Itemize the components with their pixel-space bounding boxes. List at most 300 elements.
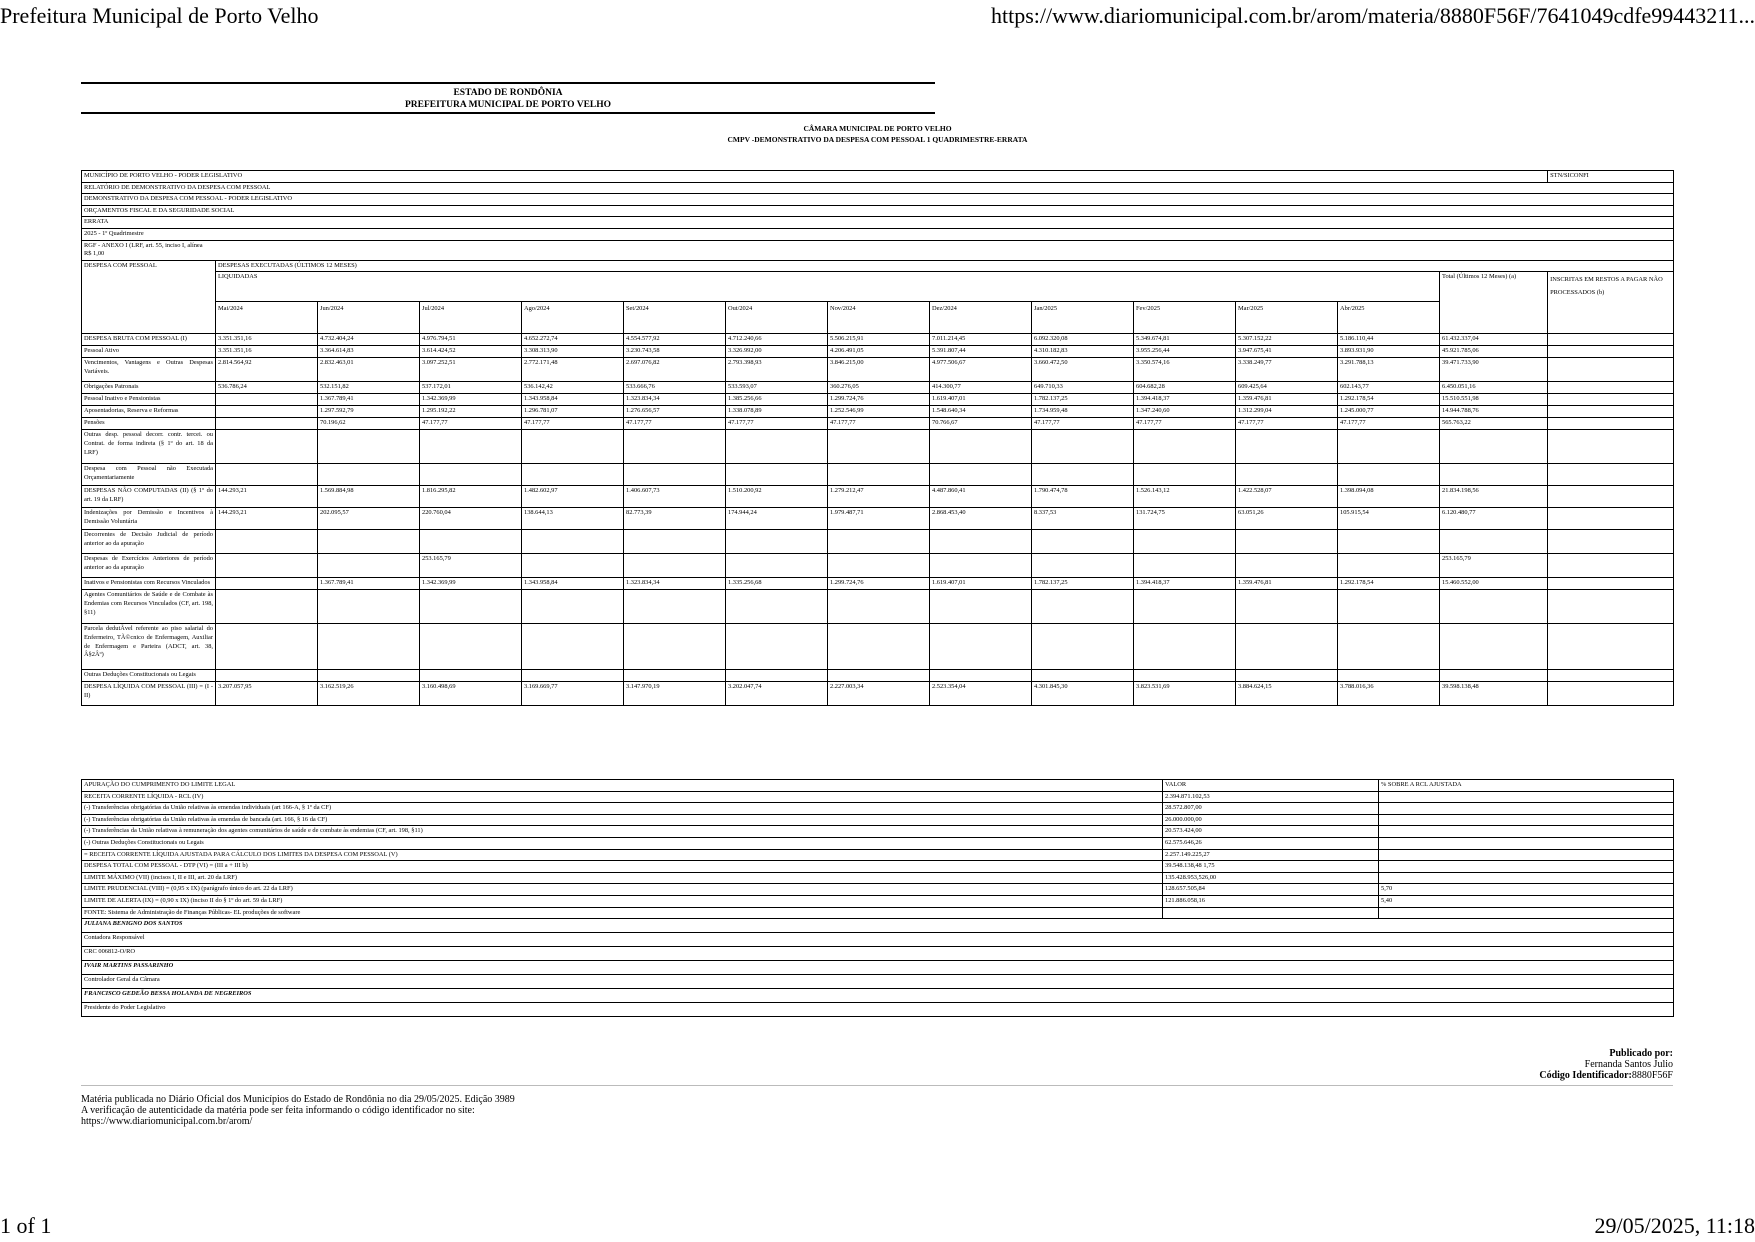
- value-cell: [1548, 430, 1674, 464]
- value-cell: [216, 590, 318, 624]
- apuracao-row: [82, 814, 1674, 826]
- value-cell: 537.172,01: [420, 382, 522, 394]
- value-cell: [930, 624, 1032, 670]
- value-cell: 15.460.552,00: [1440, 578, 1548, 590]
- value-cell: 1.734.959,48: [1032, 406, 1134, 418]
- value-cell: [1032, 430, 1134, 464]
- value-cell: 1.367.789,41: [318, 578, 420, 590]
- value-cell: [624, 554, 726, 578]
- apuracao-label: (-) Transferências obrigatórias da União relativas às emendas de bancada (art. 166, § 16 da CF): [82, 814, 1163, 826]
- apuracao-valor: [1163, 907, 1379, 919]
- value-cell: 1.312.299,04: [1236, 406, 1338, 418]
- value-cell: [1236, 590, 1338, 624]
- value-cell: 1.526.143,12: [1134, 486, 1236, 508]
- apuracao-row: [82, 837, 1674, 849]
- errata-cell: ERRATA: [82, 217, 1674, 229]
- value-cell: [828, 670, 930, 682]
- value-cell: 1.422.528,07: [1236, 486, 1338, 508]
- published-by: Fernanda Santos Julio: [1584, 1059, 1673, 1070]
- page-count: 1 of 1: [0, 1213, 52, 1238]
- apuracao-valor: 26.000.000,00: [1163, 814, 1379, 826]
- value-cell: 1.782.137,25: [1032, 394, 1134, 406]
- value-cell: 47.177,77: [1338, 418, 1440, 430]
- value-cell: [1338, 430, 1440, 464]
- apuracao-valor: 135.428.953,526,00: [1163, 872, 1379, 884]
- apuracao-pct: [1379, 791, 1674, 803]
- value-cell: 144.293,21: [216, 486, 318, 508]
- value-cell: [216, 418, 318, 430]
- value-cell: [1338, 464, 1440, 486]
- value-cell: 253.165,79: [420, 554, 522, 578]
- value-cell: [318, 530, 420, 554]
- value-cell: 3.338.249,77: [1236, 358, 1338, 382]
- value-cell: [1134, 624, 1236, 670]
- value-cell: [624, 530, 726, 554]
- value-cell: 1.398.094,08: [1338, 486, 1440, 508]
- value-cell: 3.955.256,44: [1134, 346, 1236, 358]
- report-info-row: [82, 205, 1674, 217]
- demonstrativo-cell: DEMONSTRATIVO DA DESPESA COM PESSOAL - PODER LEGISLATIVO: [82, 194, 1674, 206]
- apuracao-pct-header: % SOBRE A RCL AJUSTADA: [1379, 780, 1674, 792]
- apuracao-label: (-) Transferências da União relativas à remuneração dos agentes comunitários de saúde e de combate às endemias (CF, art. 198, §11): [82, 826, 1163, 838]
- value-cell: 1.276.656,57: [624, 406, 726, 418]
- value-cell: 1.979.487,71: [828, 508, 930, 530]
- value-cell: 3.160.498,69: [420, 682, 522, 706]
- print-datetime: 29/05/2025, 11:18: [1594, 1213, 1755, 1238]
- value-cell: 220.760,04: [420, 508, 522, 530]
- row-label: Despesa com Pessoal não Executada Orçamentariamente: [82, 464, 216, 486]
- expense-row: [82, 486, 1674, 508]
- value-cell: [624, 430, 726, 464]
- value-cell: 105.915,54: [1338, 508, 1440, 530]
- row-label: Pensões: [82, 418, 216, 430]
- value-cell: [216, 670, 318, 682]
- value-cell: [828, 554, 930, 578]
- value-cell: [216, 394, 318, 406]
- value-cell: 2.697.076,82: [624, 358, 726, 382]
- value-cell: 82.773,39: [624, 508, 726, 530]
- apuracao-row: [82, 872, 1674, 884]
- code-label: Código Identificador:: [1539, 1070, 1632, 1081]
- signature-role: Presidente do Poder Legislativo: [82, 1003, 1674, 1017]
- value-cell: [1548, 554, 1674, 578]
- expense-row: [82, 590, 1674, 624]
- value-cell: [1134, 464, 1236, 486]
- apuracao-row: [82, 803, 1674, 815]
- value-cell: [216, 430, 318, 464]
- value-cell: 3.788.016,36: [1338, 682, 1440, 706]
- liquidadas-header: LIQUIDADAS: [216, 272, 1440, 302]
- executadas-header: DESPESAS EXECUTADAS (ÚLTIMOS 12 MESES): [216, 260, 1674, 272]
- value-cell: 1.347.240,60: [1134, 406, 1236, 418]
- apuracao-pct: [1379, 849, 1674, 861]
- value-cell: 3.947.675,41: [1236, 346, 1338, 358]
- value-cell: 131.724,75: [1134, 508, 1236, 530]
- camara-name: CÂMARA MUNICIPAL DE PORTO VELHO: [803, 124, 952, 133]
- row-label: Pessoal Inativo e Pensionistas: [82, 394, 216, 406]
- value-cell: [318, 670, 420, 682]
- value-cell: [1440, 670, 1548, 682]
- value-cell: 1.343.958,84: [522, 394, 624, 406]
- publication-note: [81, 1094, 515, 1127]
- value-cell: [1236, 530, 1338, 554]
- value-cell: [318, 554, 420, 578]
- value-cell: 1.619.407,01: [930, 394, 1032, 406]
- value-cell: [1338, 590, 1440, 624]
- rgf-line: RGF - ANEXO I (LRF, art. 55, inciso I, alínea: [84, 241, 203, 249]
- value-cell: 4.301.845,30: [1032, 682, 1134, 706]
- value-cell: [828, 464, 930, 486]
- month-header: Jan/2025: [1032, 302, 1134, 334]
- months-header-row: [82, 302, 1674, 334]
- row-label: Vencimentos, Vantagens e Outras Despesas Variáveis.: [82, 358, 216, 382]
- value-cell: [930, 554, 1032, 578]
- value-cell: [420, 624, 522, 670]
- row-label: Pessoal Ativo: [82, 346, 216, 358]
- state-name: ESTADO DE RONDÔNIA: [453, 88, 563, 98]
- value-cell: 1.619.407,01: [930, 578, 1032, 590]
- month-header: Out/2024: [726, 302, 828, 334]
- value-cell: 1.359.476,81: [1236, 394, 1338, 406]
- value-cell: 6.092.320,08: [1032, 334, 1134, 346]
- value-cell: [318, 464, 420, 486]
- value-cell: 47.177,77: [1032, 418, 1134, 430]
- value-cell: [1134, 430, 1236, 464]
- expense-table: [81, 170, 1674, 706]
- value-cell: 47.177,77: [1236, 418, 1338, 430]
- value-cell: [216, 530, 318, 554]
- report-info-row: [82, 217, 1674, 229]
- value-cell: [930, 530, 1032, 554]
- value-cell: 414.300,77: [930, 382, 1032, 394]
- value-cell: [726, 464, 828, 486]
- value-cell: 5.349.674,81: [1134, 334, 1236, 346]
- month-header: Mar/2025: [1236, 302, 1338, 334]
- value-cell: [522, 430, 624, 464]
- expense-row: [82, 624, 1674, 670]
- value-cell: 533.593,07: [726, 382, 828, 394]
- value-cell: [1548, 578, 1674, 590]
- value-cell: 1.323.834,34: [624, 578, 726, 590]
- value-cell: [522, 554, 624, 578]
- value-cell: [1548, 486, 1674, 508]
- value-cell: 1.569.884,98: [318, 486, 420, 508]
- stn-cell: STN/SICONFI: [1548, 171, 1674, 183]
- expense-row: [82, 382, 1674, 394]
- value-cell: [828, 624, 930, 670]
- value-cell: [522, 530, 624, 554]
- value-cell: [1338, 670, 1440, 682]
- row-label: Inativos e Pensionistas com Recursos Vinculados: [82, 578, 216, 590]
- value-cell: 7.011.214,45: [930, 334, 1032, 346]
- divider: [81, 1085, 1673, 1086]
- value-cell: 532.151,82: [318, 382, 420, 394]
- value-cell: [1440, 624, 1548, 670]
- value-cell: 1.338.078,89: [726, 406, 828, 418]
- value-cell: 47.177,77: [624, 418, 726, 430]
- value-cell: 3.351.351,16: [216, 334, 318, 346]
- apuracao-pct: [1379, 814, 1674, 826]
- value-cell: 1.782.137,25: [1032, 578, 1134, 590]
- month-header: Jun/2024: [318, 302, 420, 334]
- value-cell: 1.385.256,66: [726, 394, 828, 406]
- value-cell: 3.884.624,15: [1236, 682, 1338, 706]
- value-cell: [216, 624, 318, 670]
- value-cell: 1.790.474,78: [1032, 486, 1134, 508]
- value-cell: [1032, 464, 1134, 486]
- signature-name: JULIANA BENIGNO DOS SANTOS: [82, 919, 1674, 933]
- row-label: Parcela dedutÃvel referente ao piso salarial do Enfermeiro, TÃ©cnico de Enfermagem, Auxiliar de Enfermagem e Parteira (ADCT, art. 38, Â§2Âº): [82, 624, 216, 670]
- value-cell: 144.293,21: [216, 508, 318, 530]
- value-cell: [216, 578, 318, 590]
- row-label: DESPESA BRUTA COM PESSOAL (I): [82, 334, 216, 346]
- value-cell: [726, 670, 828, 682]
- apuracao-valor: 20.573.424,00: [1163, 826, 1379, 838]
- value-cell: 4.732.404,24: [318, 334, 420, 346]
- value-cell: [420, 670, 522, 682]
- apuracao-label: (-) Transferências obrigatórias da União relativas às emendas individuais (art 166-A, § 1º da CF): [82, 803, 1163, 815]
- identifier-code: 8880F56F: [1631, 1070, 1673, 1081]
- row-label: Aposentadorias, Reserva e Reformas: [82, 406, 216, 418]
- expense-row: [82, 578, 1674, 590]
- value-cell: [420, 530, 522, 554]
- total-header: Total (Últimos 12 Meses) (a): [1440, 272, 1548, 334]
- value-cell: [216, 464, 318, 486]
- value-cell: [1236, 554, 1338, 578]
- note-line: A verificação de autenticidade da matéria pode ser feita informando o código identificador no site:: [81, 1105, 475, 1116]
- report-subtitle: CMPV -DEMONSTRATIVO DA DESPESA COM PESSOAL 1 QUADRIMESTRE-ERRATA: [727, 135, 1028, 144]
- currency-line: R$ 1,00: [84, 250, 105, 258]
- value-cell: [1548, 464, 1674, 486]
- value-cell: 3.823.531,69: [1134, 682, 1236, 706]
- value-cell: 174.944,24: [726, 508, 828, 530]
- signature-row: [82, 961, 1674, 975]
- signature-role: Controlador Geral da Câmara: [82, 975, 1674, 989]
- value-cell: 5.506.215,91: [828, 334, 930, 346]
- value-cell: 2.832.463,01: [318, 358, 420, 382]
- value-cell: 360.276,05: [828, 382, 930, 394]
- value-cell: 21.834.198,56: [1440, 486, 1548, 508]
- value-cell: 70.766,67: [930, 418, 1032, 430]
- apuracao-pct: [1379, 803, 1674, 815]
- value-cell: 45.921.785,06: [1440, 346, 1548, 358]
- value-cell: [726, 530, 828, 554]
- value-cell: [522, 670, 624, 682]
- value-cell: 649.710,33: [1032, 382, 1134, 394]
- value-cell: 39.471.733,90: [1440, 358, 1548, 382]
- apuracao-label: RECEITA CORRENTE LÍQUIDA - RCL (IV): [82, 791, 1163, 803]
- month-header: Fev/2025: [1134, 302, 1236, 334]
- signature-name: FRANCISCO GEDEÃO BESSA HOLANDA DE NEGREIROS: [82, 989, 1674, 1003]
- value-cell: 3.351.351,16: [216, 346, 318, 358]
- apuracao-row: [82, 895, 1674, 907]
- apuracao-row: [82, 826, 1674, 838]
- report-info-row: [82, 228, 1674, 240]
- expense-row: [82, 334, 1674, 346]
- value-cell: [1440, 530, 1548, 554]
- value-cell: 533.666,76: [624, 382, 726, 394]
- value-cell: 4.554.577,92: [624, 334, 726, 346]
- value-cell: 3.308.313,90: [522, 346, 624, 358]
- expense-row: [82, 418, 1674, 430]
- value-cell: 3.893.931,90: [1338, 346, 1440, 358]
- month-header: Abr/2025: [1338, 302, 1440, 334]
- report-info-row: [82, 194, 1674, 206]
- value-cell: [1548, 530, 1674, 554]
- value-cell: [1548, 590, 1674, 624]
- expense-row: [82, 464, 1674, 486]
- inscritas-header: INSCRITAS EM RESTOS A PAGAR NÃO PROCESSADOS (b): [1548, 272, 1674, 334]
- signature-row: [82, 1003, 1674, 1017]
- apuracao-row: [82, 849, 1674, 861]
- value-cell: 8.337,53: [1032, 508, 1134, 530]
- expense-row: [82, 530, 1674, 554]
- value-cell: 3.364.614,83: [318, 346, 420, 358]
- value-cell: [1548, 624, 1674, 670]
- value-cell: 1.342.369,99: [420, 394, 522, 406]
- value-cell: 1.323.834,34: [624, 394, 726, 406]
- value-cell: 1.342.369,99: [420, 578, 522, 590]
- value-cell: 47.177,77: [828, 418, 930, 430]
- apuracao-label: LIMITE DE ALERTA (IX) = (0,90 x IX) (inciso II do § 1º do art. 59 da LRF): [82, 895, 1163, 907]
- apuracao-valor: 39.548.138,48 1,75: [1163, 861, 1379, 873]
- apuracao-pct: 5,40: [1379, 895, 1674, 907]
- signature-role: Contadora Responsável: [82, 933, 1674, 947]
- apuracao-valor: 2.394.871.102,53: [1163, 791, 1379, 803]
- apuracao-pct: [1379, 826, 1674, 838]
- value-cell: [726, 430, 828, 464]
- value-cell: 536.142,42: [522, 382, 624, 394]
- value-cell: [522, 590, 624, 624]
- value-cell: [1134, 670, 1236, 682]
- apuracao-label: DESPESA TOTAL COM PESSOAL - DTP (VI) = (III a + III b): [82, 861, 1163, 873]
- apuracao-row: [82, 791, 1674, 803]
- value-cell: 3.162.519,26: [318, 682, 420, 706]
- value-cell: 15.510.551,98: [1440, 394, 1548, 406]
- value-cell: 2.772.171,48: [522, 358, 624, 382]
- relatorio-cell: RELATÓRIO DE DEMONSTRATIVO DA DESPESA COM PESSOAL: [82, 182, 1674, 194]
- note-line: Matéria publicada no Diário Oficial dos Municípios do Estado de Rondônia no dia 29/05/2025. Edição 3989: [81, 1094, 515, 1105]
- expense-row: [82, 682, 1674, 706]
- value-cell: [1032, 554, 1134, 578]
- value-cell: 47.177,77: [420, 418, 522, 430]
- signature-row: [82, 933, 1674, 947]
- value-cell: [318, 590, 420, 624]
- value-cell: [930, 430, 1032, 464]
- value-cell: 4.206.491,05: [828, 346, 930, 358]
- value-cell: [1548, 508, 1674, 530]
- signature-row: [82, 919, 1674, 933]
- value-cell: 602.143,77: [1338, 382, 1440, 394]
- value-cell: [1032, 624, 1134, 670]
- value-cell: 47.177,77: [522, 418, 624, 430]
- row-label: DESPESAS NÃO COMPUTADAS (II) (§ 1º do art. 19 da LRF): [82, 486, 216, 508]
- value-cell: [216, 554, 318, 578]
- value-cell: 2.868.453,40: [930, 508, 1032, 530]
- value-cell: 1.367.789,41: [318, 394, 420, 406]
- value-cell: [726, 624, 828, 670]
- expense-row: [82, 430, 1674, 464]
- value-cell: [1548, 334, 1674, 346]
- value-cell: [930, 670, 1032, 682]
- row-label: Obrigações Patronais: [82, 382, 216, 394]
- value-cell: 1.292.178,54: [1338, 578, 1440, 590]
- value-cell: [930, 590, 1032, 624]
- value-cell: [1032, 530, 1134, 554]
- value-cell: [1134, 554, 1236, 578]
- month-header: Dez/2024: [930, 302, 1032, 334]
- expense-row: [82, 670, 1674, 682]
- value-cell: 3.147.970,19: [624, 682, 726, 706]
- despesa-header: DESPESA COM PESSOAL: [82, 260, 216, 334]
- value-cell: [1236, 624, 1338, 670]
- value-cell: 3.169.669,77: [522, 682, 624, 706]
- apuracao-valor: 62.575.646,26: [1163, 837, 1379, 849]
- value-cell: [828, 590, 930, 624]
- value-cell: [1236, 670, 1338, 682]
- value-cell: 63.051,26: [1236, 508, 1338, 530]
- report-info-row: [82, 182, 1674, 194]
- value-cell: 47.177,77: [1134, 418, 1236, 430]
- value-cell: 2.227.003,34: [828, 682, 930, 706]
- orcamentos-cell: ORÇAMENTOS FISCAL E DA SEGURIDADE SOCIAL: [82, 205, 1674, 217]
- published-by-label: Publicado por:: [1609, 1048, 1673, 1059]
- value-cell: [1134, 530, 1236, 554]
- value-cell: 1.394.418,37: [1134, 578, 1236, 590]
- value-cell: [1032, 670, 1134, 682]
- value-cell: [624, 590, 726, 624]
- value-cell: 1.510.200,92: [726, 486, 828, 508]
- apuracao-pct: [1379, 837, 1674, 849]
- value-cell: 6.120.480,77: [1440, 508, 1548, 530]
- value-cell: 47.177,77: [726, 418, 828, 430]
- value-cell: [1548, 382, 1674, 394]
- report-info-row: [82, 240, 1674, 260]
- value-cell: 1.406.607,73: [624, 486, 726, 508]
- value-cell: 6.450.051,16: [1440, 382, 1548, 394]
- value-cell: [1548, 358, 1674, 382]
- value-cell: 3.660.472,50: [1032, 358, 1134, 382]
- column-header-row: [82, 272, 1674, 302]
- value-cell: 39.598.138,48: [1440, 682, 1548, 706]
- value-cell: [1548, 682, 1674, 706]
- value-cell: [216, 406, 318, 418]
- value-cell: [420, 464, 522, 486]
- value-cell: [420, 430, 522, 464]
- value-cell: 604.682,28: [1134, 382, 1236, 394]
- value-cell: 202.095,57: [318, 508, 420, 530]
- apuracao-pct: [1379, 861, 1674, 873]
- document-heading: [81, 82, 935, 114]
- page-url: https://www.diariomunicipal.com.br/arom/materia/8880F56F/7641049cdfe99443211...: [991, 3, 1755, 28]
- value-cell: 1.252.546,99: [828, 406, 930, 418]
- value-cell: [1236, 464, 1338, 486]
- value-cell: 70.196,62: [318, 418, 420, 430]
- value-cell: 3.097.252,51: [420, 358, 522, 382]
- value-cell: 5.391.807,44: [930, 346, 1032, 358]
- value-cell: 1.816.295,82: [420, 486, 522, 508]
- value-cell: 565.763,22: [1440, 418, 1548, 430]
- value-cell: [1134, 590, 1236, 624]
- value-cell: 1.279.212,47: [828, 486, 930, 508]
- apuracao-label: (-) Outras Deduções Constitucionais ou Legais: [82, 837, 1163, 849]
- site-link[interactable]: https://www.diariomunicipal.com.br/arom/: [81, 1116, 253, 1127]
- value-cell: [624, 670, 726, 682]
- apuracao-label: LIMITE PRUDENCIAL (VIII) = (0,95 x IX) (parágrafo único do art. 22 da LRF): [82, 884, 1163, 896]
- apuracao-table: [81, 779, 1674, 1017]
- value-cell: [522, 624, 624, 670]
- value-cell: [1440, 464, 1548, 486]
